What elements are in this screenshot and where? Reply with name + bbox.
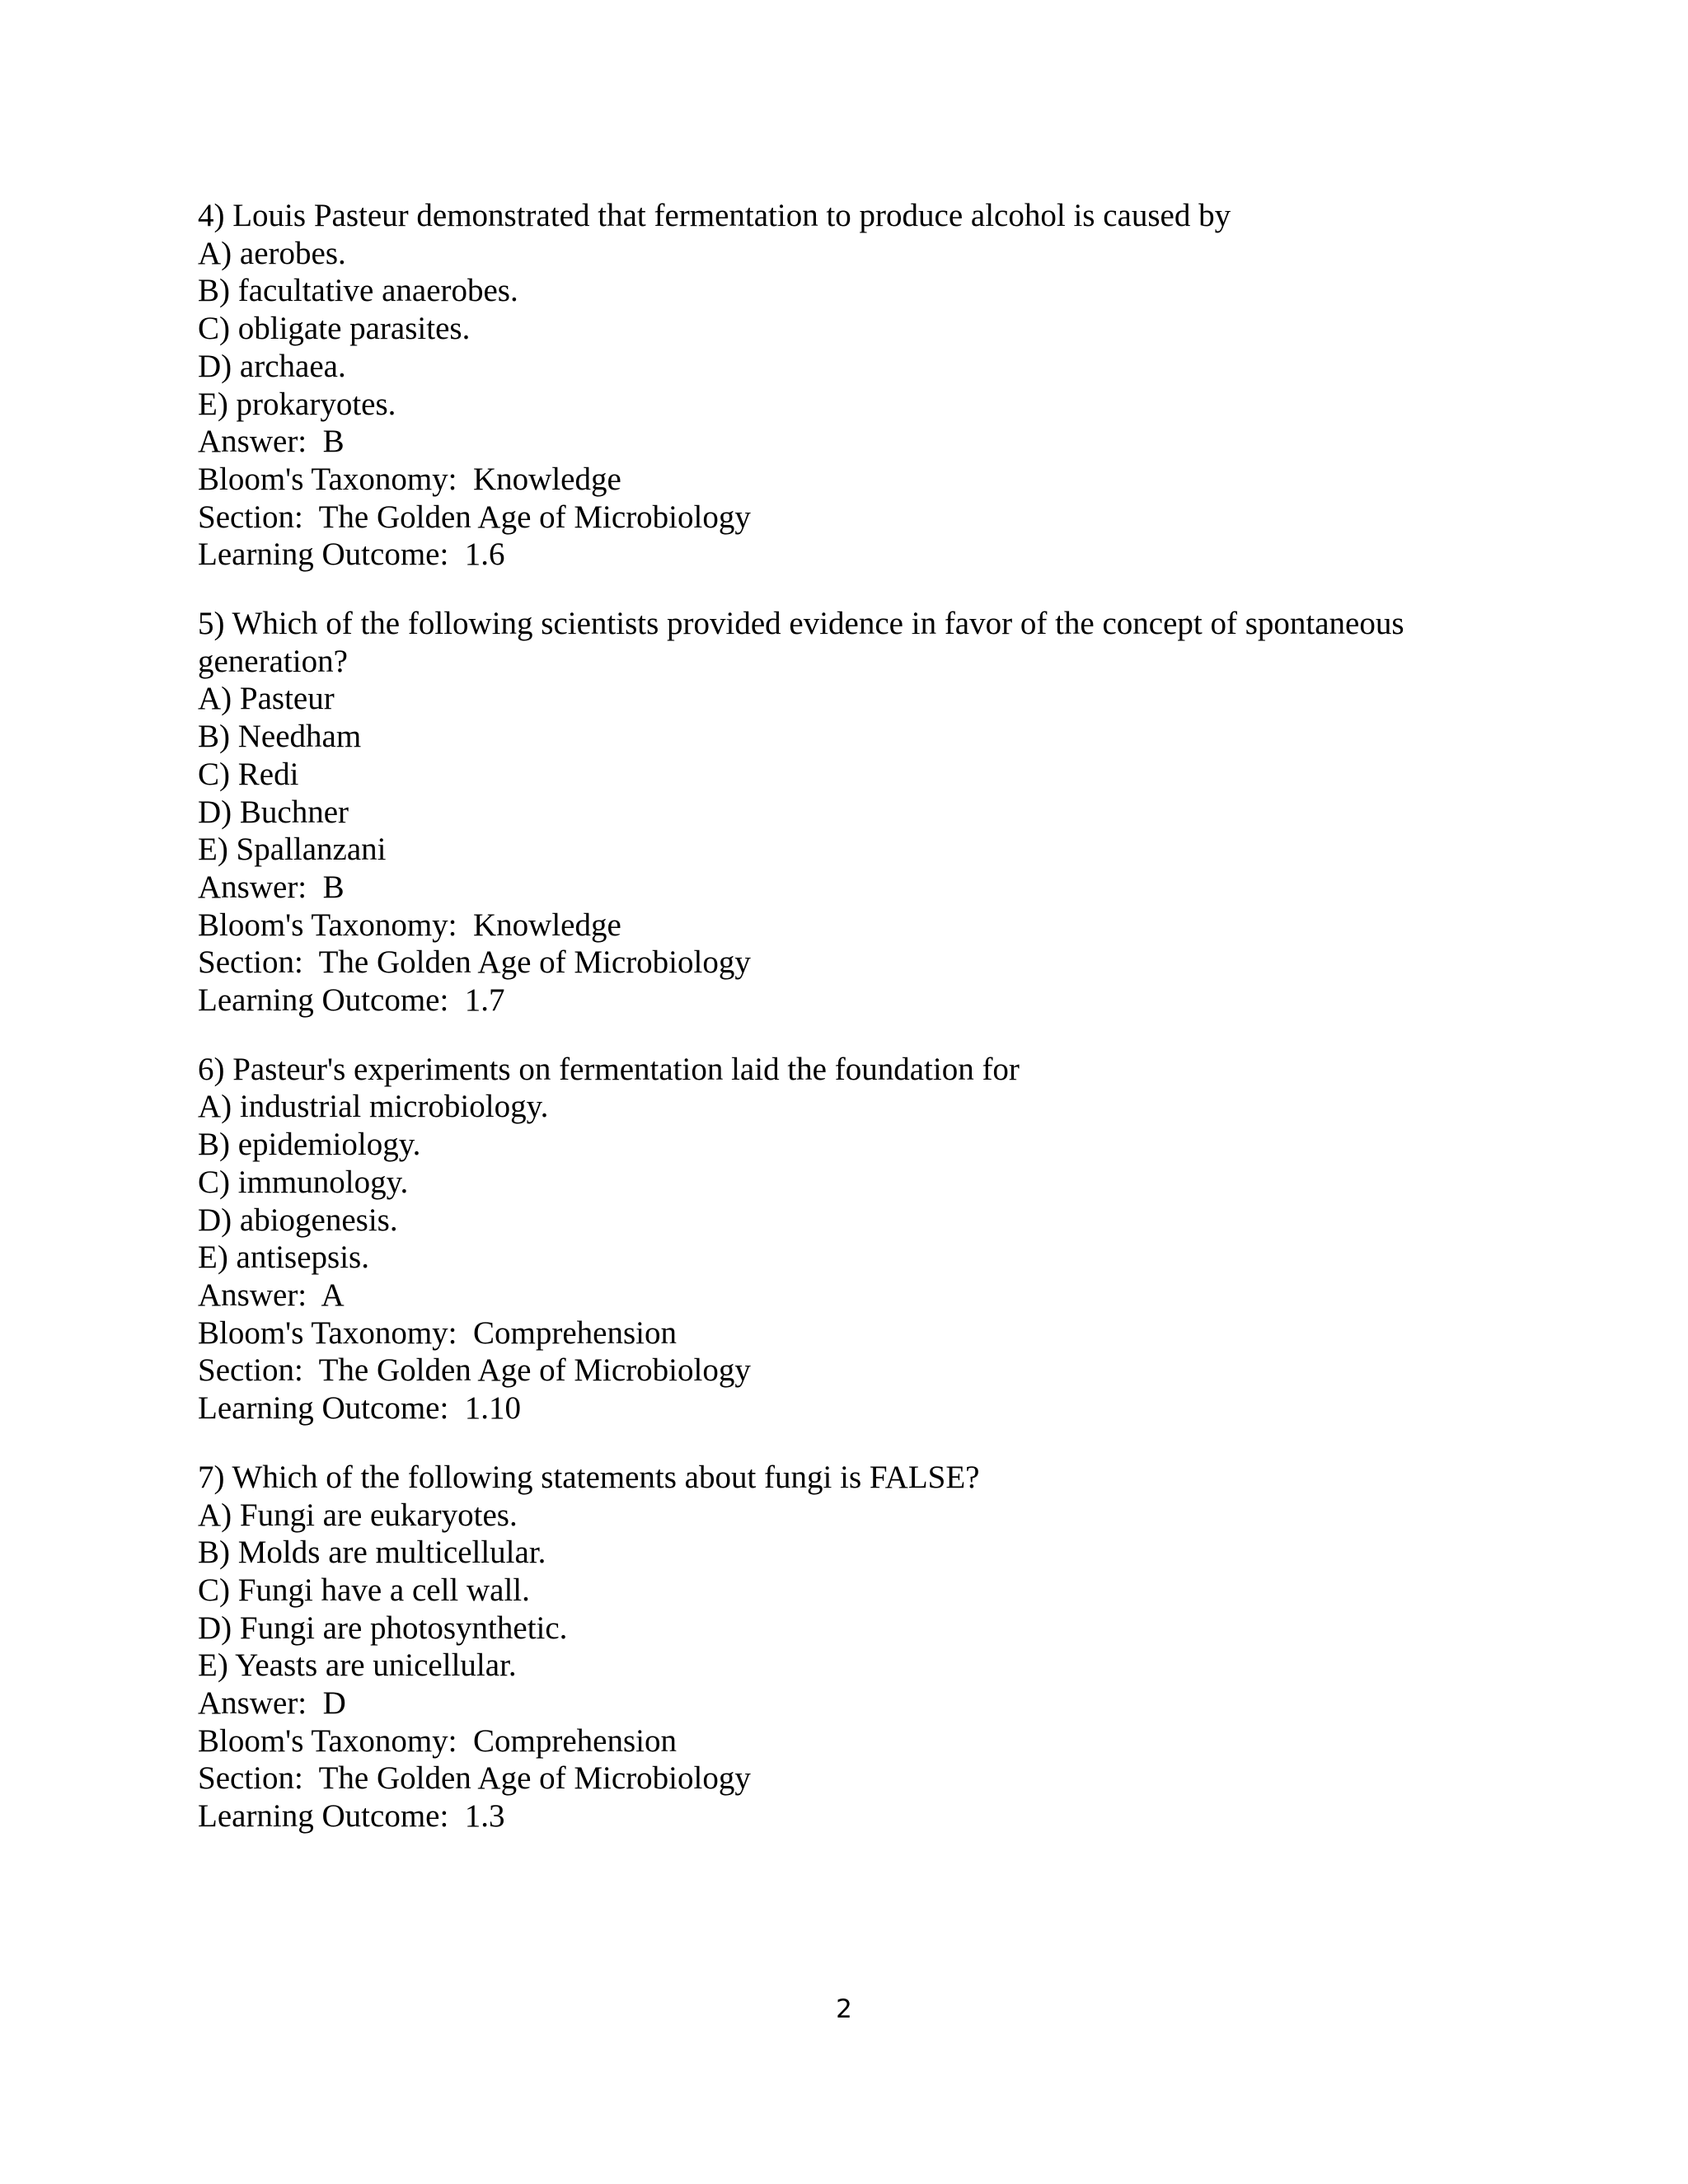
option-c: C) Fungi have a cell wall.	[198, 1572, 530, 1608]
option-d: D) abiogenesis.	[198, 1202, 398, 1238]
option-e: E) prokaryotes.	[198, 386, 396, 422]
option-e: E) Yeasts are unicellular.	[198, 1647, 517, 1684]
option-a: A) Fungi are eukaryotes.	[198, 1497, 518, 1533]
section-line: Section: The Golden Age of Microbiology	[198, 499, 751, 535]
answer-line: Answer: B	[198, 424, 345, 460]
option-e: E) Spallanzani	[198, 832, 387, 868]
option-d: D) Buchner	[198, 794, 349, 830]
question-stem: 5) Which of the following scientists provided evidence in favor of the concept of spontaneous generation?	[198, 606, 1413, 679]
option-b: B) Needham	[198, 719, 362, 755]
option-d: D) Fungi are photosynthetic.	[198, 1610, 568, 1646]
bloom-taxonomy-line: Bloom's Taxonomy: Knowledge	[198, 907, 621, 943]
option-e: E) antisepsis.	[198, 1240, 369, 1276]
page-number: 2	[836, 1994, 852, 2024]
option-a: A) industrial microbiology.	[198, 1089, 549, 1125]
learning-outcome-line: Learning Outcome: 1.6	[198, 537, 505, 573]
option-d: D) archaea.	[198, 348, 346, 384]
option-a: A) aerobes.	[198, 235, 346, 271]
learning-outcome-line: Learning Outcome: 1.10	[198, 1390, 522, 1427]
question-stem: 4) Louis Pasteur demonstrated that fermentation to produce alcohol is caused by	[198, 198, 1231, 233]
bloom-taxonomy-line: Bloom's Taxonomy: Comprehension	[198, 1315, 677, 1351]
answer-line: Answer: A	[198, 1277, 345, 1313]
answer-line: Answer: D	[198, 1685, 346, 1722]
question-4	[198, 197, 1550, 574]
section-line: Section: The Golden Age of Microbiology	[198, 1352, 751, 1389]
question-6	[198, 1051, 1550, 1427]
section-line: Section: The Golden Age of Microbiology	[198, 1760, 751, 1797]
option-c: C) immunology.	[198, 1164, 409, 1200]
option-b: B) epidemiology.	[198, 1127, 421, 1163]
option-a: A) Pasteur	[198, 681, 335, 717]
question-stem: 7) Which of the following statements about fungi is FALSE?	[198, 1459, 980, 1495]
question-list	[198, 197, 1550, 1867]
learning-outcome-line: Learning Outcome: 1.7	[198, 982, 505, 1019]
question-7	[198, 1459, 1550, 1835]
bloom-taxonomy-line: Bloom's Taxonomy: Knowledge	[198, 461, 621, 497]
question-5	[198, 605, 1550, 1019]
option-b: B) Molds are multicellular.	[198, 1535, 546, 1571]
bloom-taxonomy-line: Bloom's Taxonomy: Comprehension	[198, 1722, 677, 1759]
answer-line: Answer: B	[198, 869, 345, 905]
option-b: B) facultative anaerobes.	[198, 273, 518, 309]
option-c: C) obligate parasites.	[198, 311, 471, 347]
option-c: C) Redi	[198, 756, 299, 792]
learning-outcome-line: Learning Outcome: 1.3	[198, 1798, 505, 1835]
question-stem: 6) Pasteur's experiments on fermentation laid the foundation for	[198, 1051, 1020, 1087]
section-line: Section: The Golden Age of Microbiology	[198, 944, 751, 981]
